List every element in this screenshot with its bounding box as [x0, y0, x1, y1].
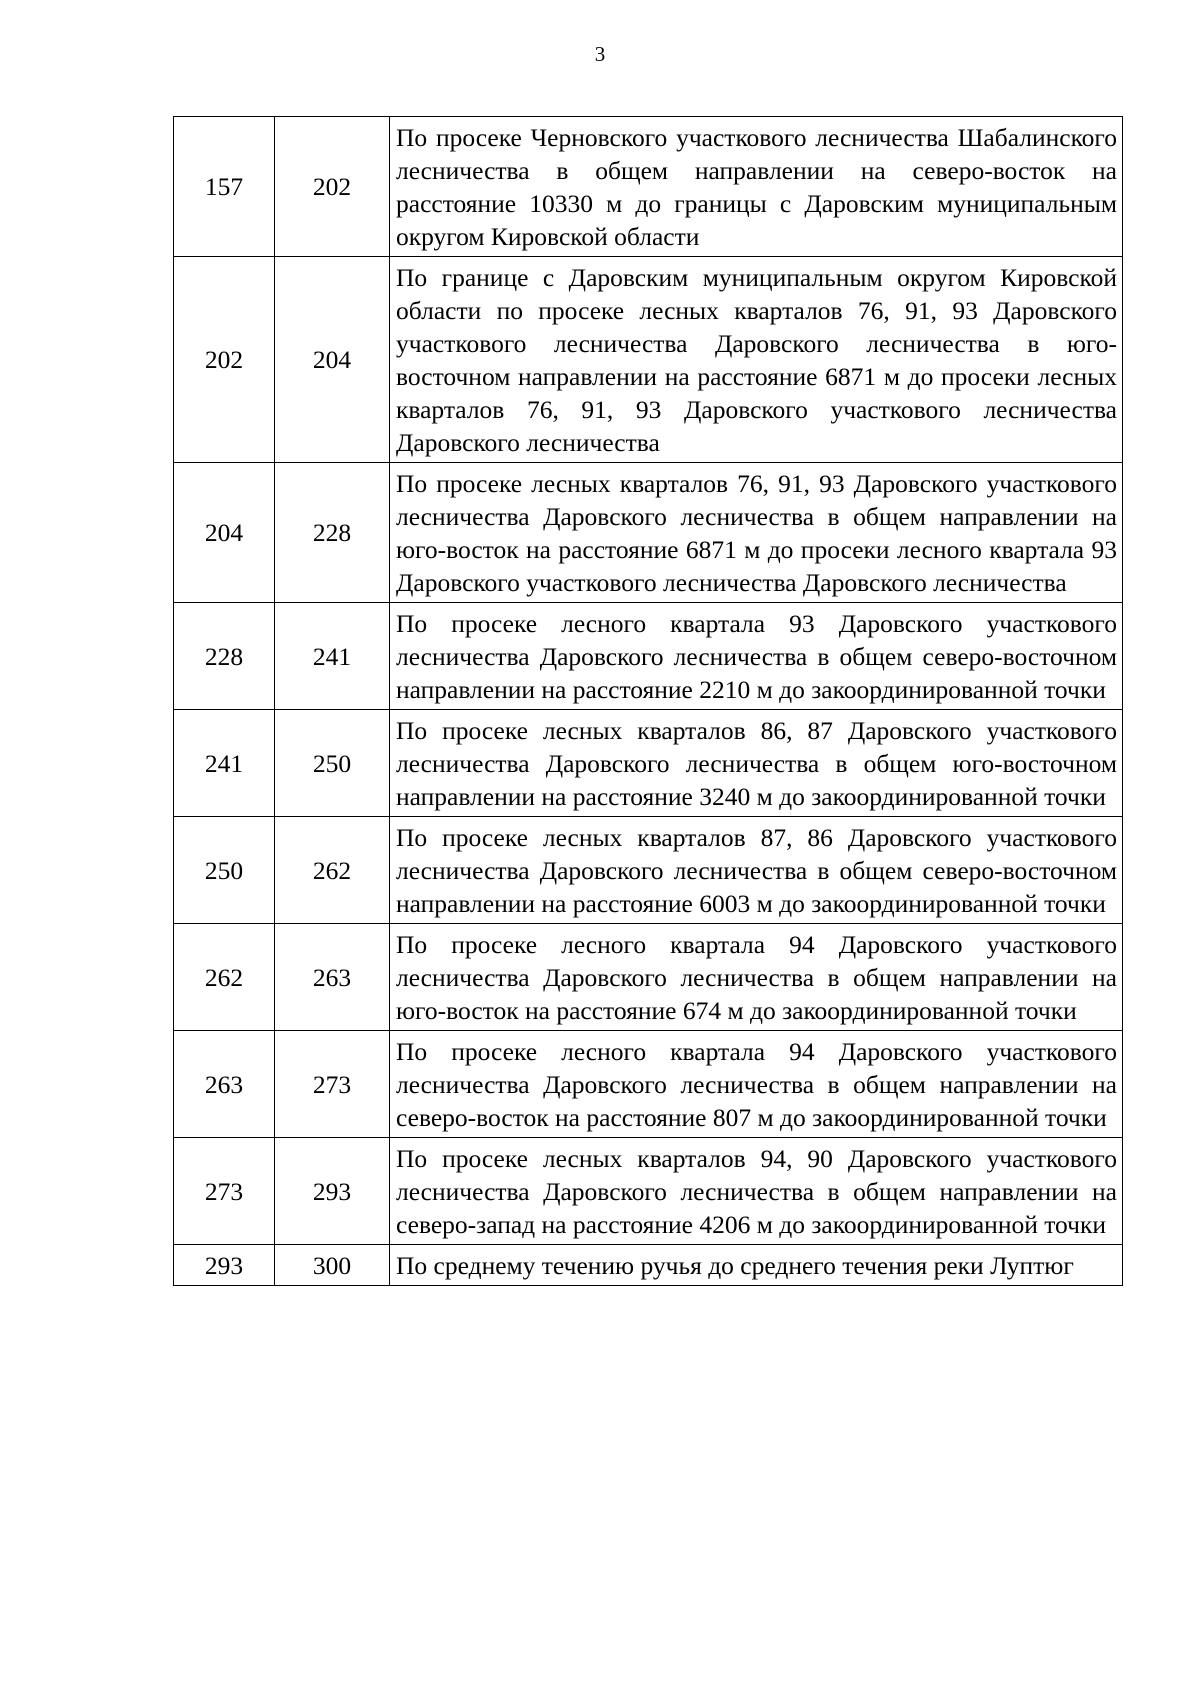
table-row	[174, 117, 1123, 257]
point-to-cell: 300	[275, 1245, 390, 1286]
description-cell: По просеке лесных кварталов 86, 87 Даровского участкового лесничества Даровского лесничества в общем юго-восточном направлении на расстояние 3240 м до закоординированной точки	[390, 710, 1123, 817]
description-cell: По просеке лесных кварталов 94, 90 Даровского участкового лесничества Даровского лесничества в общем направлении на северо-запад на расстояние 4206 м до закоординированной точки	[390, 1138, 1123, 1245]
point-to-cell: 250	[275, 710, 390, 817]
description-cell: По просеке лесных кварталов 87, 86 Даровского участкового лесничества Даровского лесничества в общем северо-восточном направлении на расстояние 6003 м до закоординированной точки	[390, 817, 1123, 924]
point-from-cell: 262	[174, 924, 275, 1031]
table-row	[174, 817, 1123, 924]
point-from-cell: 250	[174, 817, 275, 924]
point-to-cell: 202	[275, 117, 390, 257]
point-from-cell: 202	[174, 257, 275, 463]
point-to-cell: 228	[275, 463, 390, 603]
point-from-cell: 273	[174, 1138, 275, 1245]
point-to-cell: 262	[275, 817, 390, 924]
table-row	[174, 463, 1123, 603]
description-cell: По просеке лесного квартала 94 Даровского участкового лесничества Даровского лесничества в общем направлении на северо-восток на расстояние 807 м до закоординированной точки	[390, 1031, 1123, 1138]
point-to-cell: 273	[275, 1031, 390, 1138]
table-row	[174, 1138, 1123, 1245]
description-cell: По среднему течению ручья до среднего течения реки Луптюг	[390, 1245, 1123, 1286]
point-from-cell: 241	[174, 710, 275, 817]
table-body	[174, 117, 1123, 1286]
point-to-cell: 263	[275, 924, 390, 1031]
boundary-table	[173, 116, 1123, 1286]
point-to-cell: 293	[275, 1138, 390, 1245]
description-cell: По границе с Даровским муниципальным округом Кировской области по просеке лесных кварталов 76, 91, 93 Даровского участкового лесничества Даровского лесничества в юго-восточном направлении на расстояние 6871 м до просеки лесных кварталов 76, 91, 93 Даровского участкового лесничества Даровского лесничества	[390, 257, 1123, 463]
point-to-cell: 204	[275, 257, 390, 463]
description-cell: По просеке Черновского участкового лесничества Шабалинского лесничества в общем направлении на северо-восток на расстояние 10330 м до границы с Даровским муниципальным округом Кировской области	[390, 117, 1123, 257]
table-row	[174, 710, 1123, 817]
point-from-cell: 204	[174, 463, 275, 603]
point-from-cell: 263	[174, 1031, 275, 1138]
point-from-cell: 293	[174, 1245, 275, 1286]
description-cell: По просеке лесного квартала 93 Даровского участкового лесничества Даровского лесничества в общем северо-восточном направлении на расстояние 2210 м до закоординированной точки	[390, 603, 1123, 710]
page-number: 3	[594, 42, 606, 66]
table-row	[174, 1031, 1123, 1138]
table-row	[174, 924, 1123, 1031]
point-from-cell: 228	[174, 603, 275, 710]
table-row	[174, 1245, 1123, 1286]
description-cell: По просеке лесного квартала 94 Даровского участкового лесничества Даровского лесничества в общем направлении на юго-восток на расстояние 674 м до закоординированной точки	[390, 924, 1123, 1031]
table-row	[174, 257, 1123, 463]
point-to-cell: 241	[275, 603, 390, 710]
point-from-cell: 157	[174, 117, 275, 257]
table-row	[174, 603, 1123, 710]
description-cell: По просеке лесных кварталов 76, 91, 93 Даровского участкового лесничества Даровского лесничества в общем направлении на юго-восток на расстояние 6871 м до просеки лесного квартала 93 Даровского участкового лесничества Даровского лесничества	[390, 463, 1123, 603]
